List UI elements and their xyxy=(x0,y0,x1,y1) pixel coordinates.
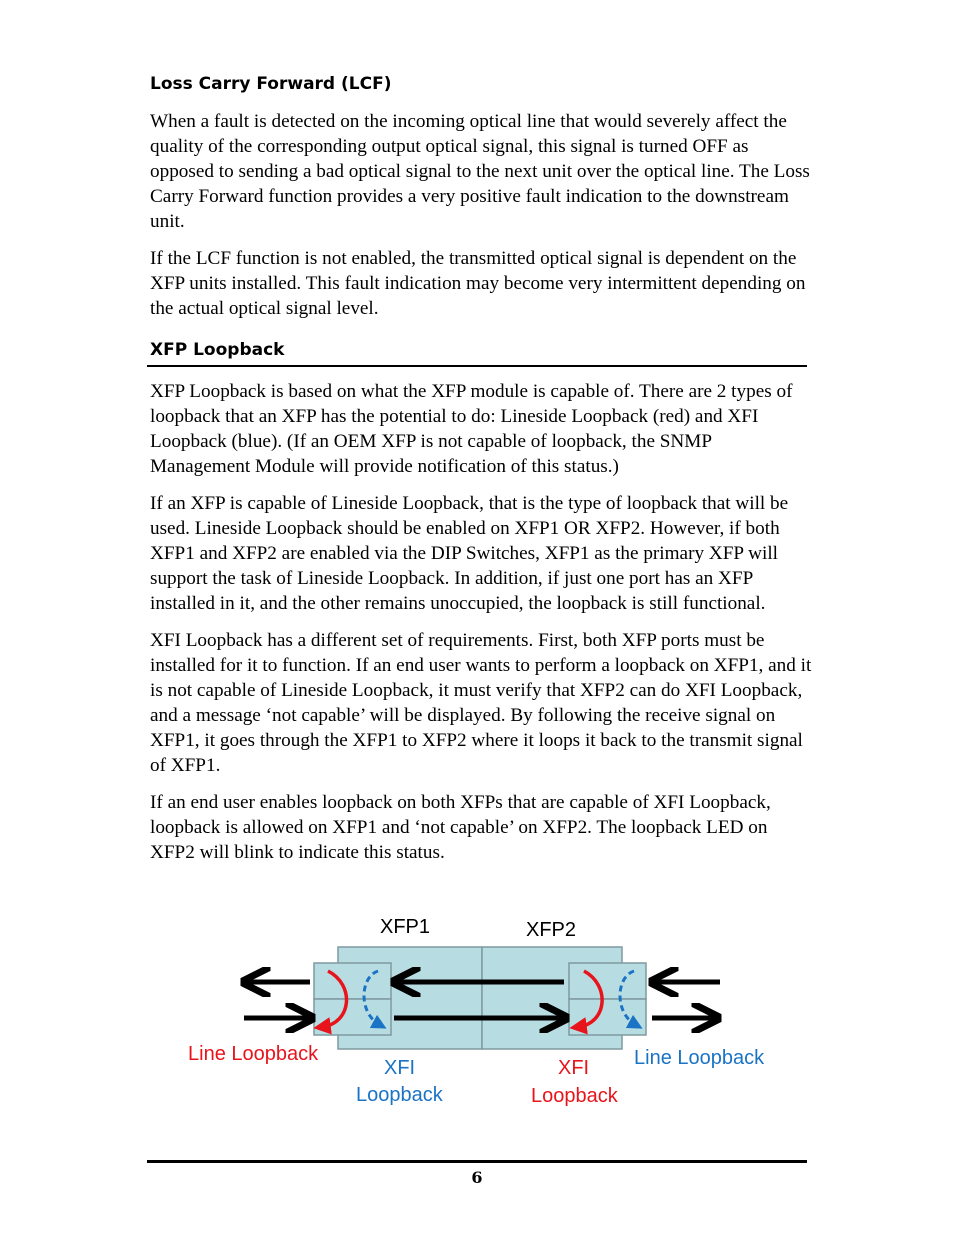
left-xfi-loopback-label: Loopback xyxy=(356,1084,443,1106)
lcf-heading: Loss Carry Forward (LCF) xyxy=(150,74,392,94)
heading-rule xyxy=(147,365,807,367)
lcf-paragraph-2: If the LCF function is not enabled, the transmitted optical signal is dependent on the XFP units installed. This fault indication may become very intermittent depending on the actual optical signal level. xyxy=(150,248,806,319)
right-line-loopback-label: Line Loopback xyxy=(634,1047,765,1069)
xfp2-label: XFP2 xyxy=(526,919,577,941)
xfp1-port-top xyxy=(314,963,391,999)
xfp-loopback-heading: XFP Loopback xyxy=(150,340,285,360)
xfp2-port-top xyxy=(569,963,646,999)
left-xfi-label: XFI xyxy=(384,1057,416,1079)
xfp-paragraph-4: If an end user enables loopback on both XFPs that are capable of XFI Loopback, loopback is allowed on XFP1 and ‘not capable’ on XFP2. The loopback LED on XFP2 will blink to indicate this status. xyxy=(150,792,771,863)
right-xfi-loopback-label: Loopback xyxy=(531,1085,618,1107)
right-xfi-label: XFI xyxy=(558,1057,590,1079)
xfp1-port-bottom xyxy=(314,999,391,1035)
page-number: 6 xyxy=(471,1168,483,1187)
xfp2-port-bottom xyxy=(569,999,646,1035)
lcf-paragraph-1: When a fault is detected on the incoming optical line that would severely affect the quality of the corresponding output optical signal, this signal is turned OFF as opposed to sending a bad optical signal to the next unit over the optical line. The Loss Carry Forward function provides a very positive fault indication to the downstream unit. xyxy=(150,111,810,232)
left-line-loopback-label: Line Loopback xyxy=(188,1043,319,1065)
xfp1-label: XFP1 xyxy=(380,916,431,938)
loopback-diagram xyxy=(180,905,800,1120)
xfp-paragraph-3: XFI Loopback has a different set of requirements. First, both XFP ports must be installed for it to function. If an end user wants to perform a loopback on XFP1, and it is not capable of Lineside Loopback, it must verify that XFP2 can do XFI Loopback, and a message ‘not capable’ will be displayed. By following the receive signal on XFP1, it goes through the XFP1 to XFP2 where it loops it back to the transmit signal of XFP1. xyxy=(150,630,812,776)
footer-rule xyxy=(147,1160,807,1163)
xfp-paragraph-2: If an XFP is capable of Lineside Loopback, that is the type of loopback that will be used. Lineside Loopback should be enabled on XFP1 OR XFP2. However, if both XFP1 and XFP2 are enabled via the DIP Switches, XFP1 as the primary XFP will support the task of Lineside Loopback. In addition, if just one port has an XFP installed in it, and the other remains unoccupied, the loopback is still functional. xyxy=(150,493,789,614)
xfp-paragraph-1: XFP Loopback is based on what the XFP module is capable of. There are 2 types of loopback that an XFP has the potential to do: Lineside Loopback (red) and XFI Loopback (blue). (If an OEM XFP is not capable of loopback, the SNMP Management Module will provide notification of this status.) xyxy=(150,381,793,477)
